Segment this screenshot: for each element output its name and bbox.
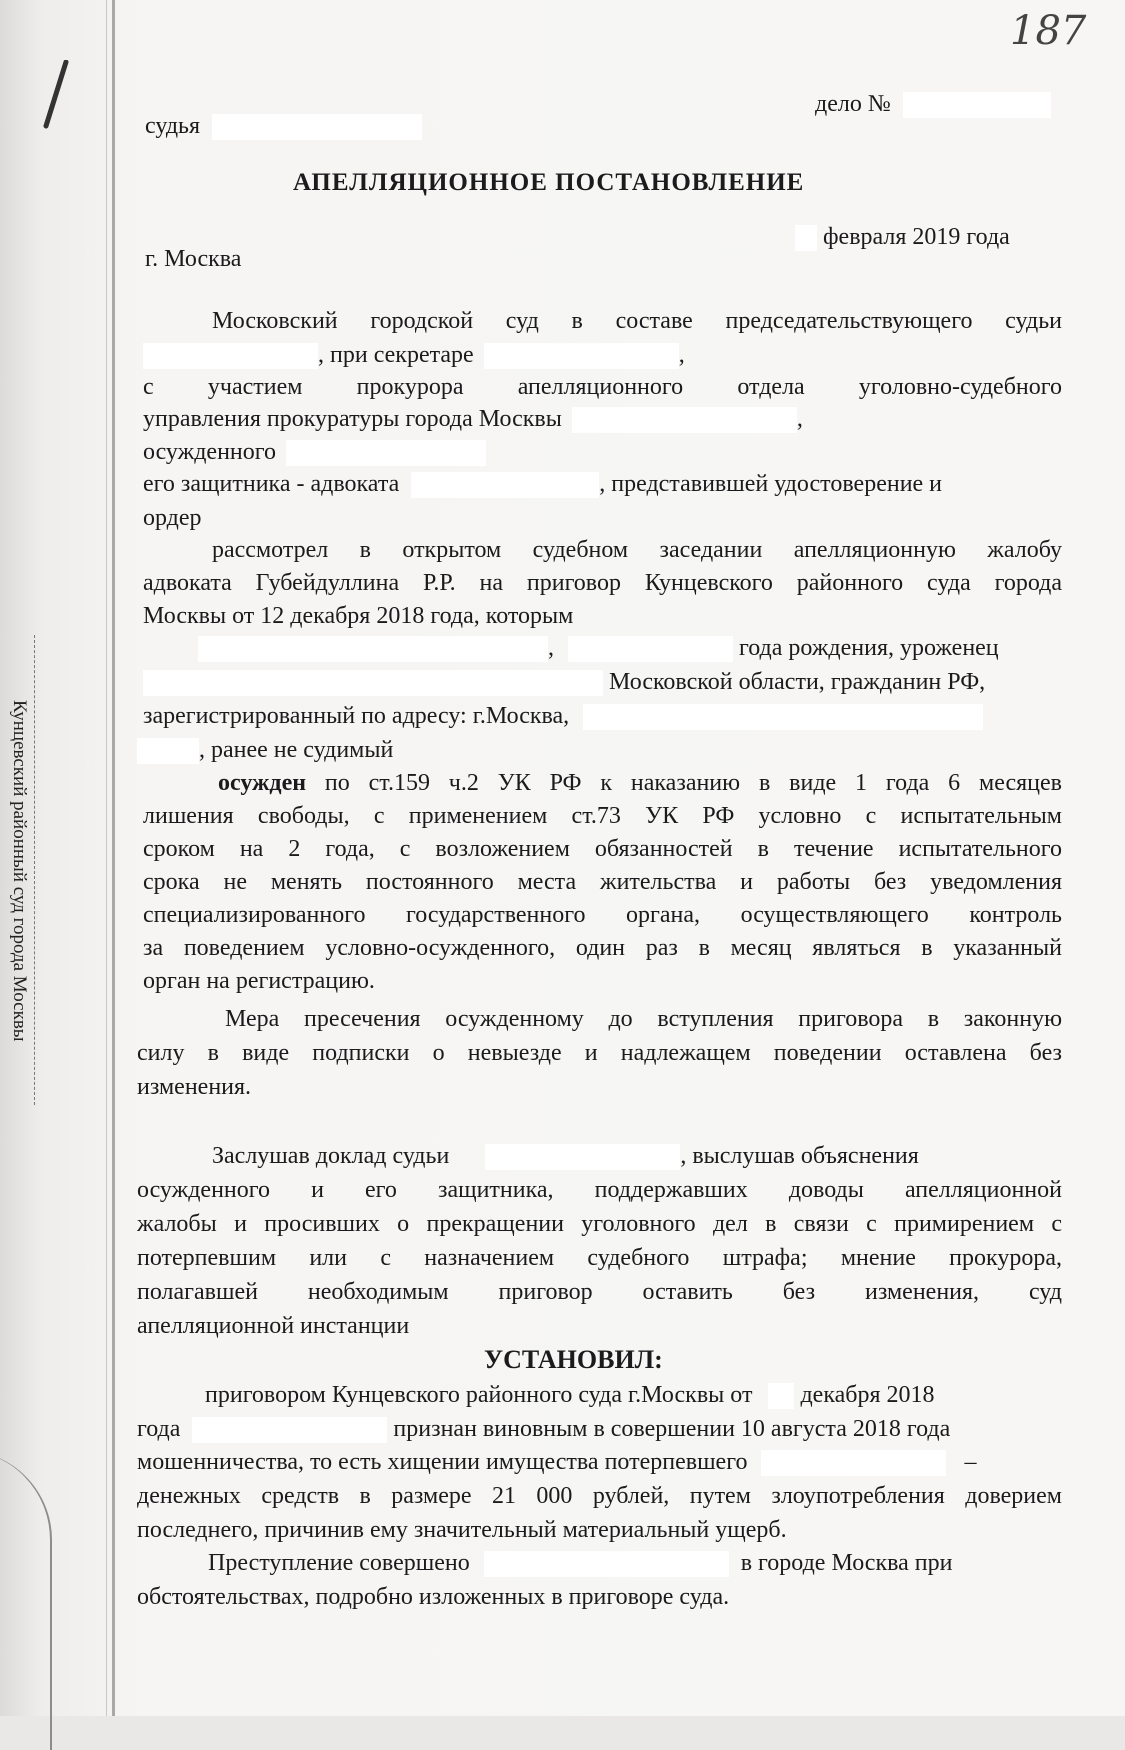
intro-line-7: ордер	[143, 505, 202, 531]
redacted-address-cont	[137, 738, 199, 764]
redacted-victim	[761, 1450, 946, 1476]
report-label: Заслушав доклад судьи	[212, 1143, 450, 1169]
verdict-text: приговором Кунцевского районного суда г.Москвы от	[205, 1382, 753, 1408]
comma: ,	[678, 342, 685, 368]
fraud-text: мошенничества, то есть хищении имущества потерпевшего	[137, 1449, 748, 1475]
handwritten-slash-mark	[40, 60, 72, 130]
side-stamp-text: Кунцевский районный суд города Москвы	[9, 700, 30, 1042]
case-number-line	[815, 89, 1051, 119]
redacted-defender	[411, 472, 599, 498]
established-line-1	[205, 1380, 935, 1410]
intro-line-3: с участием прокурора апелляционного отдела уголовно-судебного	[143, 374, 1062, 400]
measure-line-3: изменения.	[137, 1074, 252, 1100]
intro-line-2	[143, 340, 685, 370]
hearing-line-1	[212, 1141, 1062, 1171]
intro-line-5	[143, 437, 486, 467]
redacted-convict	[286, 440, 486, 466]
page-edge-curve	[0, 1450, 52, 1750]
sentence-line-6: за поведением условно-осужденного, один раз в месяц являться в указанный	[143, 935, 1062, 961]
redacted-reporting-judge	[485, 1144, 680, 1170]
redacted-secretary	[484, 343, 679, 369]
redacted-birth-date	[568, 636, 733, 662]
redacted-convict-name-2	[192, 1417, 387, 1443]
redacted-day	[795, 225, 817, 251]
intro-line-4	[143, 404, 803, 434]
page-fold-shadow	[106, 0, 107, 1716]
sentence-text: по ст.159 ч.2 УК РФ к наказанию в виде 1 года 6 месяцев	[306, 770, 1062, 796]
hearing-text: , выслушав объяснения	[680, 1143, 919, 1169]
considered-line-5	[143, 667, 985, 697]
redacted-birthplace	[143, 670, 603, 696]
convicted-word: осужден	[218, 770, 307, 796]
guilty-text: признан виновным в совершении 10 августа 2018 года	[393, 1416, 951, 1442]
intro-line-1: Московский городской суд в составе председательствующего судьи	[212, 308, 1062, 334]
considered-line-2: адвоката Губейдуллина Р.Р. на приговор Кунцевского районного суда города	[143, 570, 1062, 596]
judge-label: судья	[145, 113, 201, 139]
birth-text: года рождения, уроженец	[739, 635, 999, 661]
case-number-label: дело №	[815, 91, 891, 117]
considered-line-3: Москвы от 12 декабря 2018 года, которым	[143, 603, 574, 629]
redacted-judge-name	[212, 114, 422, 140]
crime-line-1	[208, 1548, 952, 1578]
established-line-3	[137, 1447, 976, 1477]
sentence-line-2: лишения свободы, с применением ст.73 УК РФ условно с испытательным	[143, 803, 1062, 829]
prosecutor-label: управления прокуратуры города Москвы	[143, 406, 562, 432]
hearing-line-3: жалобы и просивших о прекращении уголовного дел в связи с примирением с	[137, 1211, 1062, 1237]
established-line-2	[137, 1414, 950, 1444]
redacted-verdict-day	[768, 1383, 794, 1409]
comma: ,	[548, 635, 554, 661]
considered-line-1: рассмотрел в открытом судебном заседании апелляционную жалобу	[212, 537, 1062, 563]
established-heading: УСТАНОВИЛ:	[484, 1345, 663, 1374]
measure-line-2: силу в виде подписки о невыезде и надлежащем поведении оставлена без	[137, 1040, 1062, 1066]
established-line-5: последнего, причинив ему значительный материальный ущерб.	[137, 1517, 787, 1543]
hearing-line-5: полагавшей необходимым приговор оставить без изменения, суд	[137, 1279, 1062, 1305]
address-label: зарегистрированный по адресу: г.Москва,	[143, 703, 570, 729]
crime-label: Преступление совершено	[208, 1550, 470, 1576]
side-stamp-border	[34, 635, 36, 1105]
page-fold-line	[112, 0, 115, 1716]
redacted-address	[583, 704, 983, 730]
considered-line-4	[143, 633, 999, 663]
established-line-4: денежных средств в размере 21 000 рублей, путем злоупотребления доверием	[137, 1483, 1062, 1509]
redacted-prosecutor	[572, 407, 797, 433]
sentence-line-1	[218, 768, 1062, 798]
sentence-line-5: специализированного государственного органа, осуществляющего контроль	[143, 902, 1062, 928]
defender-label: его защитника - адвоката	[143, 471, 400, 497]
hearing-line-4: потерпевшим или с назначением судебного штрафа; мнение прокурора,	[137, 1245, 1062, 1271]
date-line	[795, 222, 1010, 252]
considered-line-7	[137, 735, 393, 765]
judge-line	[145, 111, 422, 141]
hearing-line-2: осужденного и его защитника, поддержавших доводы апелляционной	[137, 1177, 1062, 1203]
certificate-text: , представившей удостоверение и	[599, 471, 943, 497]
crime-place: в городе Москва при	[740, 1550, 953, 1576]
no-record-text: , ранее не судимый	[199, 737, 394, 763]
dash: –	[964, 1449, 977, 1475]
city: г. Москва	[145, 246, 242, 272]
intro-line-6	[143, 469, 942, 499]
redacted-convict-name-3	[484, 1551, 729, 1577]
sentence-line-3: сроком на 2 года, с возложением обязанностей в течение испытательного	[143, 836, 1062, 862]
redacted-presiding-judge	[143, 343, 318, 369]
redacted-case-number	[903, 92, 1051, 118]
document-date: февраля 2019 года	[823, 224, 1010, 250]
hearing-line-6: апелляционной инстанции	[137, 1313, 410, 1339]
sentence-line-4: срока не менять постоянного места жительства и работы без уведомления	[143, 869, 1062, 895]
crime-line-2: обстоятельствах, подробно изложенных в приговоре суда.	[137, 1584, 730, 1610]
year-word: года	[137, 1416, 181, 1442]
document-title: АПЕЛЛЯЦИОННОЕ ПОСТАНОВЛЕНИЕ	[293, 169, 805, 196]
measure-line-1: Мера пресечения осужденному до вступления приговора в законную	[225, 1006, 1062, 1032]
redacted-convict-name	[198, 636, 548, 662]
secretary-label: , при секретаре	[318, 342, 474, 368]
comma: ,	[796, 406, 803, 432]
verdict-month: декабря 2018	[800, 1382, 935, 1408]
sentence-line-7: орган на регистрацию.	[143, 968, 375, 994]
considered-line-6	[143, 701, 983, 731]
convict-label: осужденного	[143, 439, 276, 465]
region-citizenship: Московской области, гражданин РФ,	[609, 669, 986, 695]
handwritten-page-number: 187	[1010, 8, 1087, 54]
